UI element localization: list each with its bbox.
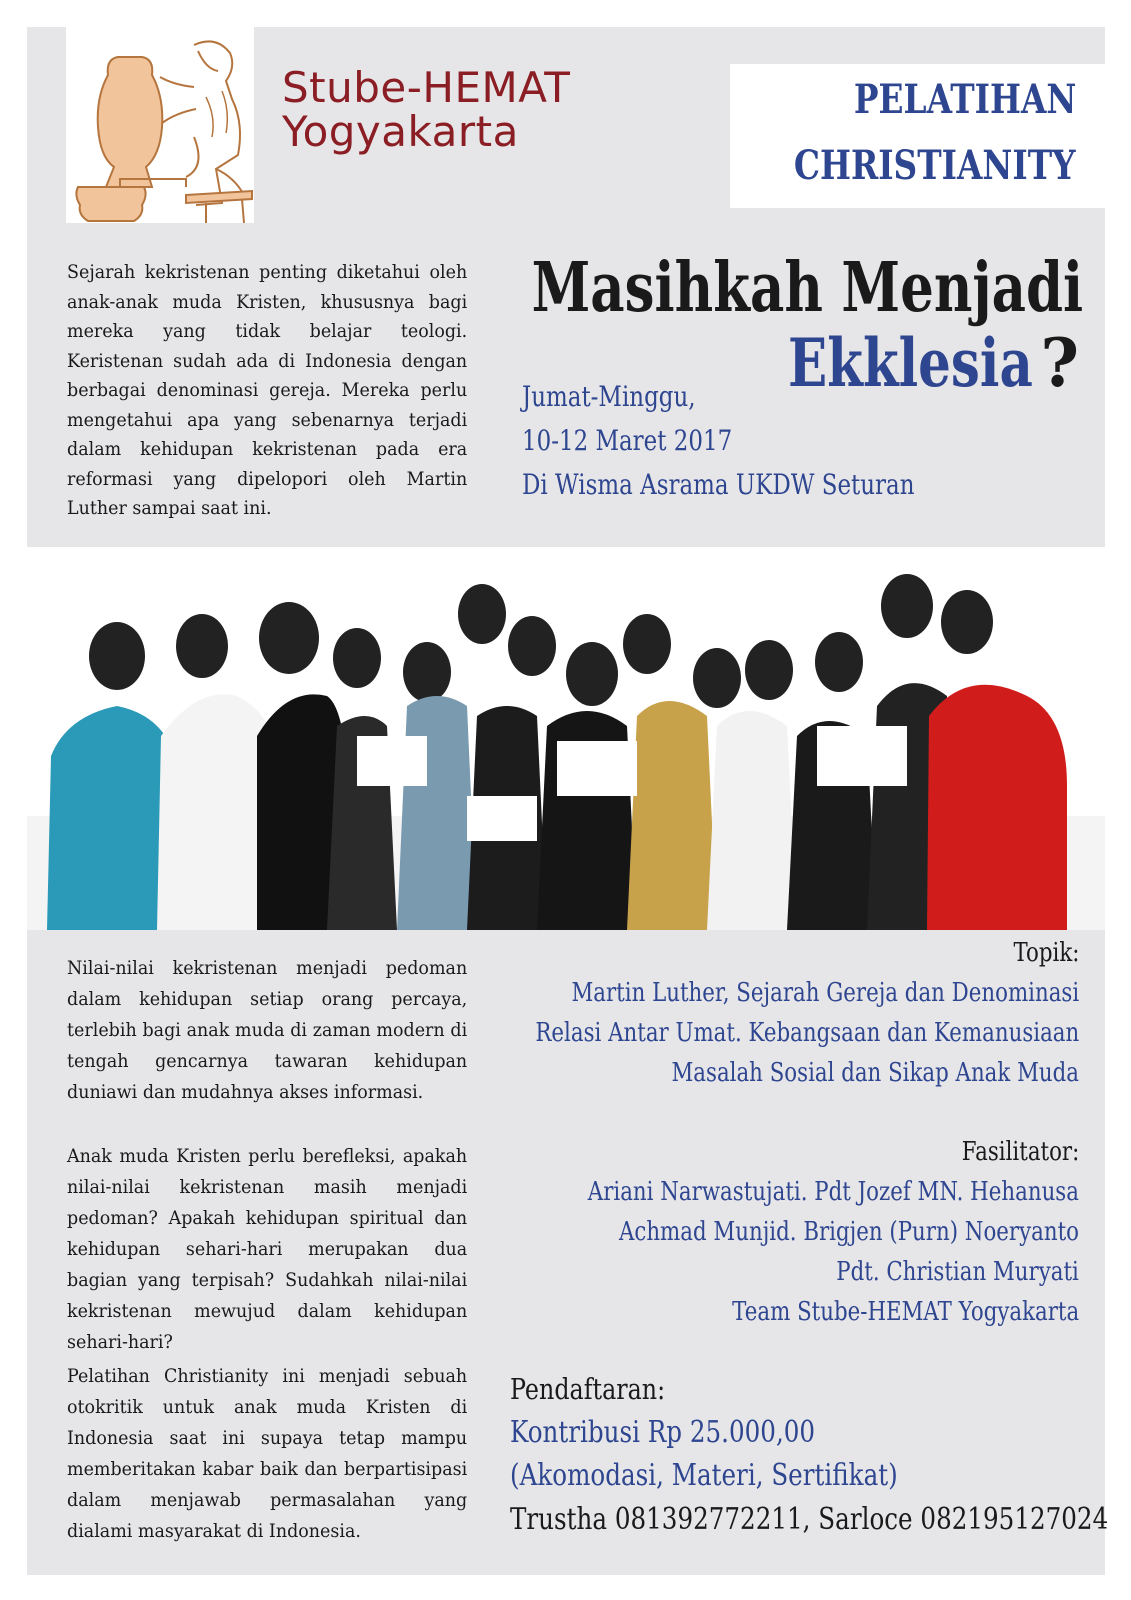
organization-name [282,63,571,156]
group-photo [27,566,1105,930]
facilitator-item: Achmad Munjid. Brigjen (Purn) Noeryanto [618,1217,1079,1247]
facilitator-item: Pdt. Christian Muryati [836,1257,1079,1287]
organization-name-line2: Yogyakarta [282,107,519,156]
topic-item: Martin Luther, Sejarah Gereja dan Denominasi [571,978,1079,1008]
facilitators-heading: Fasilitator: [961,1137,1079,1167]
registration-includes: (Akomodasi, Materi, Sertifikat) [510,1458,898,1493]
topics-heading: Topik: [1013,938,1079,968]
facilitator-item: Ariani Narwastujati. Pdt Jozef MN. Hehanusa [587,1177,1079,1207]
training-title-line2: CHRISTIANITY [794,142,1076,189]
registration-heading: Pendaftaran: [510,1372,666,1406]
intro-text: Sejarah kekristenan penting diketahui oleh anak-anak muda Kristen, khususnya bagi mereka yang tidak belajar teologi. Keristenan sudah ada di Indonesia dengan berbagai denominasi gereja. Mereka perlu mengetahui apa yang sebenarnya terjadi dalam kehidupan kekristenan pada era reformasi yang dipelopori oleh Martin Luther sampai saat ini. [67,261,468,519]
intro-paragraph [67,258,467,524]
headline-line2: Ekklesia [788,324,1033,402]
training-title-line1: PELATIHAN [853,76,1076,123]
body-paragraph-2-text: Anak muda Kristen perlu berefleksi, apakah nilai-nilai kekristenan masih menjadi pedoman? Apakah kehidupan spiritual dan kehidupan sehari-hari merupakan dua bagian yang terpisah? Sudahkah nilai-nilai kekristenan mewujud dalam kehidupan sehari-hari? [67,1145,468,1353]
facilitator-item: Team Stube-HEMAT Yogyakarta [731,1297,1079,1327]
event-venue: Di Wisma Asrama UKDW Seturan [522,468,915,501]
topic-item: Masalah Sosial dan Sikap Anak Muda [671,1058,1079,1088]
potter-at-wheel-icon [66,27,254,223]
registration-fee: Kontribusi Rp 25.000,00 [510,1415,816,1450]
event-days: Jumat-Minggu, [522,380,696,413]
registration-contact: Trustha 081392772211, Sarloce 082195127024 [510,1502,1109,1537]
headline-question-mark: ? [1040,324,1079,402]
topic-item: Relasi Antar Umat. Kebangsaan dan Kemanusiaan [535,1018,1079,1048]
body-paragraph-1 [67,953,467,1108]
training-title-box [730,64,1106,208]
headline-line1: Masihkah Menjadi [531,248,1083,328]
event-dates: 10-12 Maret 2017 [522,424,733,457]
body-paragraph-3 [67,1361,467,1547]
body-paragraph-1-text: Nilai-nilai kekristenan menjadi pedoman dalam kehidupan setiap orang percaya, terlebih bagi anak muda di zaman modern di tengah gencarnya tawaran kehidupan duniawi dan mudahnya akses informasi. [67,957,468,1103]
body-paragraph-2 [67,1141,467,1358]
body-paragraph-3-text: Pelatihan Christianity ini menjadi sebuah otokritik untuk anak muda Kristen di Indonesia saat ini supaya tetap mampu memberitakan kabar baik dan berpartisipasi dalam menjawab permasalahan yang dialami masyarakat di Indonesia. [67,1365,468,1542]
organization-name-line1: Stube-HEMAT [282,63,571,112]
